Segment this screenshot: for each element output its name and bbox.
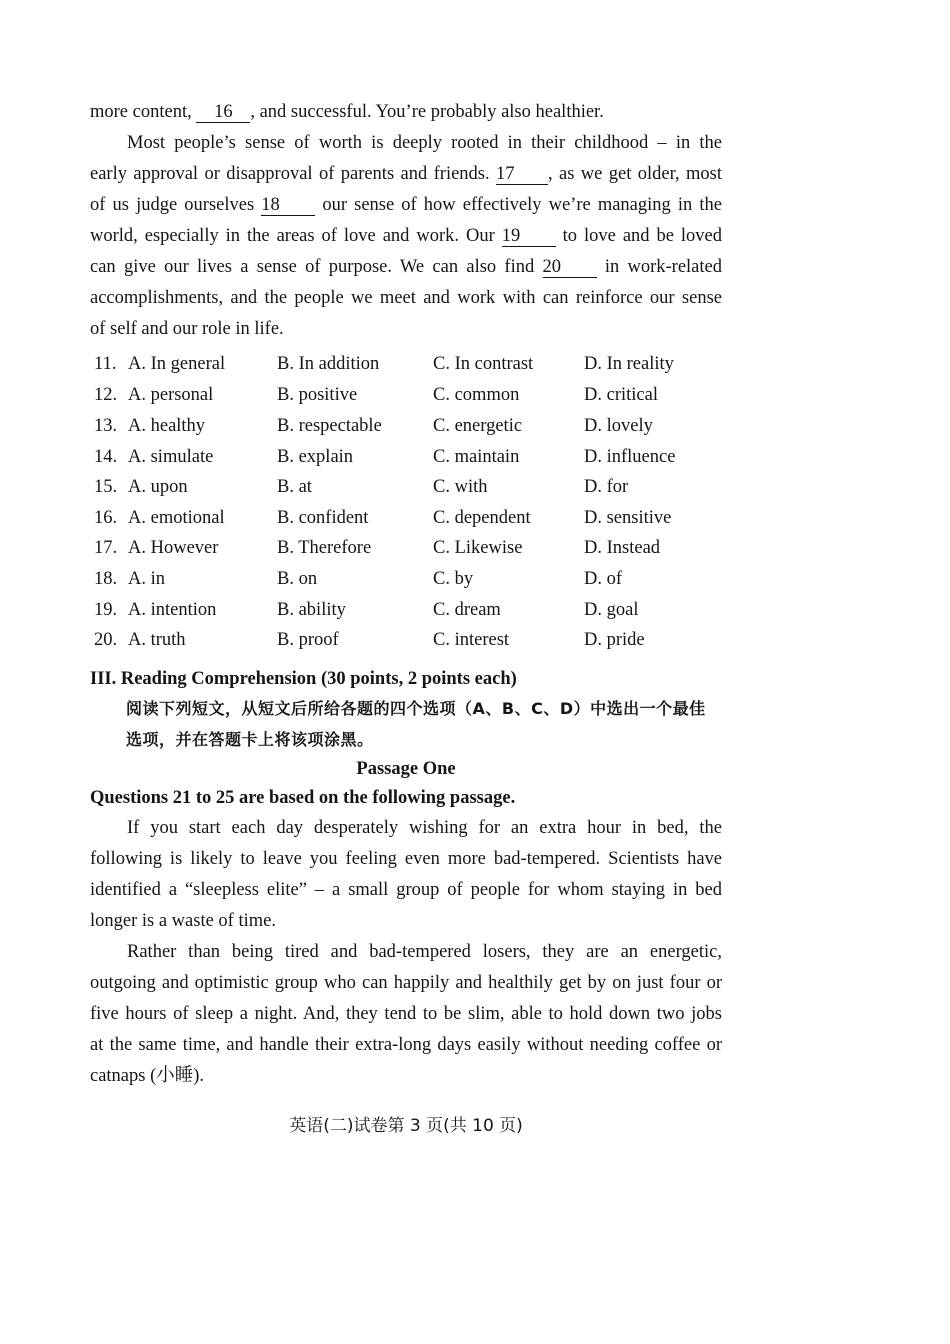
option-d: D. sensitive [584,508,672,528]
option-b: B. respectable [277,416,382,436]
option-d: D. influence [584,447,676,467]
cloze-line [90,162,722,186]
option-d: D. goal [584,600,639,620]
option-b: B. on [277,569,318,589]
instruction-text: 阅读下列短文，从短文后所给各题的四个选项（A、B、C、D）中选出一个最佳 [126,699,706,718]
option-d: D. pride [584,630,645,650]
question-number: 20. [94,630,118,650]
option-d: D. Instead [584,538,661,558]
passage-line: at the same time, and handle their extra-long days easily without needing coffee or [90,1035,722,1055]
option-a: A. in [128,569,165,589]
option-a: A. personal [128,385,214,405]
page-footer: 英语(二)试卷第 3 页(共 10 页) [289,1116,523,1136]
option-a: A. intention [128,600,217,620]
text-fragment: of us judge ourselves [90,195,262,215]
passage-line: following is likely to leave you feeling even more bad-tempered. Scientists have [90,849,722,869]
question-number: 11. [94,354,117,374]
option-c: C. maintain [433,447,520,467]
blank-19: 19 [502,226,556,247]
question-number: 17. [94,538,118,558]
passage-line: outgoing and optimistic group who can happily and healthily get by on just four or [90,973,722,993]
option-c: C. common [433,385,520,405]
instruction-text: 选项，并在答题卡上将该项涂黑。 [126,730,374,749]
passage-line: longer is a waste of time. [90,911,276,931]
cloze-line [90,193,722,217]
option-d: D. In reality [584,354,674,374]
question-number: 13. [94,416,118,436]
option-b: B. positive [277,385,358,405]
blank-16: 16 [196,102,250,123]
text-fragment: can give our lives a sense of purpose. We can also find [90,257,543,277]
option-c: C. dream [433,600,501,620]
question-number: 18. [94,569,118,589]
text-fragment: , and successful. You’re probably also healthier. [250,102,604,122]
passage-line: If you start each day desperately wishing for an extra hour in bed, the [127,818,722,838]
blank-18: 18 [261,195,315,216]
option-d: D. for [584,477,629,497]
text-fragment: to love and be loved [555,226,723,246]
option-b: B. ability [277,600,346,620]
question-number: 12. [94,385,118,405]
option-b: B. Therefore [277,538,372,558]
question-number: 14. [94,447,118,467]
blank-17: 17 [496,164,548,185]
cloze-line: Most people’s sense of worth is deeply rooted in their childhood – in the [127,133,722,153]
option-a: A. In general [128,354,226,374]
question-number: 15. [94,477,118,497]
option-d: D. critical [584,385,658,405]
option-b: B. at [277,477,312,497]
option-b: B. confident [277,508,369,528]
cloze-line [90,255,722,279]
option-b: B. In addition [277,354,380,374]
option-a: A. upon [128,477,188,497]
text-fragment: world, especially in the areas of love and work. Our [90,226,502,246]
question-number: 19. [94,600,118,620]
cloze-line [90,224,722,248]
text-fragment: early approval or disapproval of parents and friends. [90,164,496,184]
passage-line: catnaps (小睡). [90,1066,205,1086]
passage-line: identified a “sleepless elite” – a small group of people for whom staying in bed [90,880,722,900]
text-fragment: more content, [90,102,197,122]
section-heading: III. Reading Comprehension (30 points, 2 points each) [90,669,517,689]
option-c: C. interest [433,630,510,650]
option-c: C. dependent [433,508,531,528]
cloze-line [90,100,722,124]
option-a: A. simulate [128,447,214,467]
option-c: C. energetic [433,416,523,436]
questions-note: Questions 21 to 25 are based on the following passage. [90,788,516,808]
text-fragment: our sense of how effectively we’re managing in the [315,195,722,215]
option-d: D. lovely [584,416,653,436]
option-d: D. of [584,569,623,589]
option-b: B. proof [277,630,339,650]
option-c: C. Likewise [433,538,523,558]
option-c: C. by [433,569,474,589]
text-fragment: , as we get older, most [548,164,722,184]
option-a: A. However [128,538,219,558]
cloze-line: of self and our role in life. [90,319,284,339]
option-c: C. with [433,477,488,497]
blank-20: 20 [543,257,597,278]
option-c: C. In contrast [433,354,534,374]
option-a: A. healthy [128,416,206,436]
passage-line: Rather than being tired and bad-tempered losers, they are an energetic, [127,942,722,962]
cloze-line: accomplishments, and the people we meet and work with can reinforce our sense [90,288,722,308]
passage-title: Passage One [356,759,456,779]
text-fragment: in work-related [596,257,722,277]
passage-line: five hours of sleep a night. And, they tend to be slim, able to hold down two jobs [90,1004,722,1024]
question-number: 16. [94,508,118,528]
option-a: A. truth [128,630,186,650]
option-b: B. explain [277,447,354,467]
option-a: A. emotional [128,508,225,528]
